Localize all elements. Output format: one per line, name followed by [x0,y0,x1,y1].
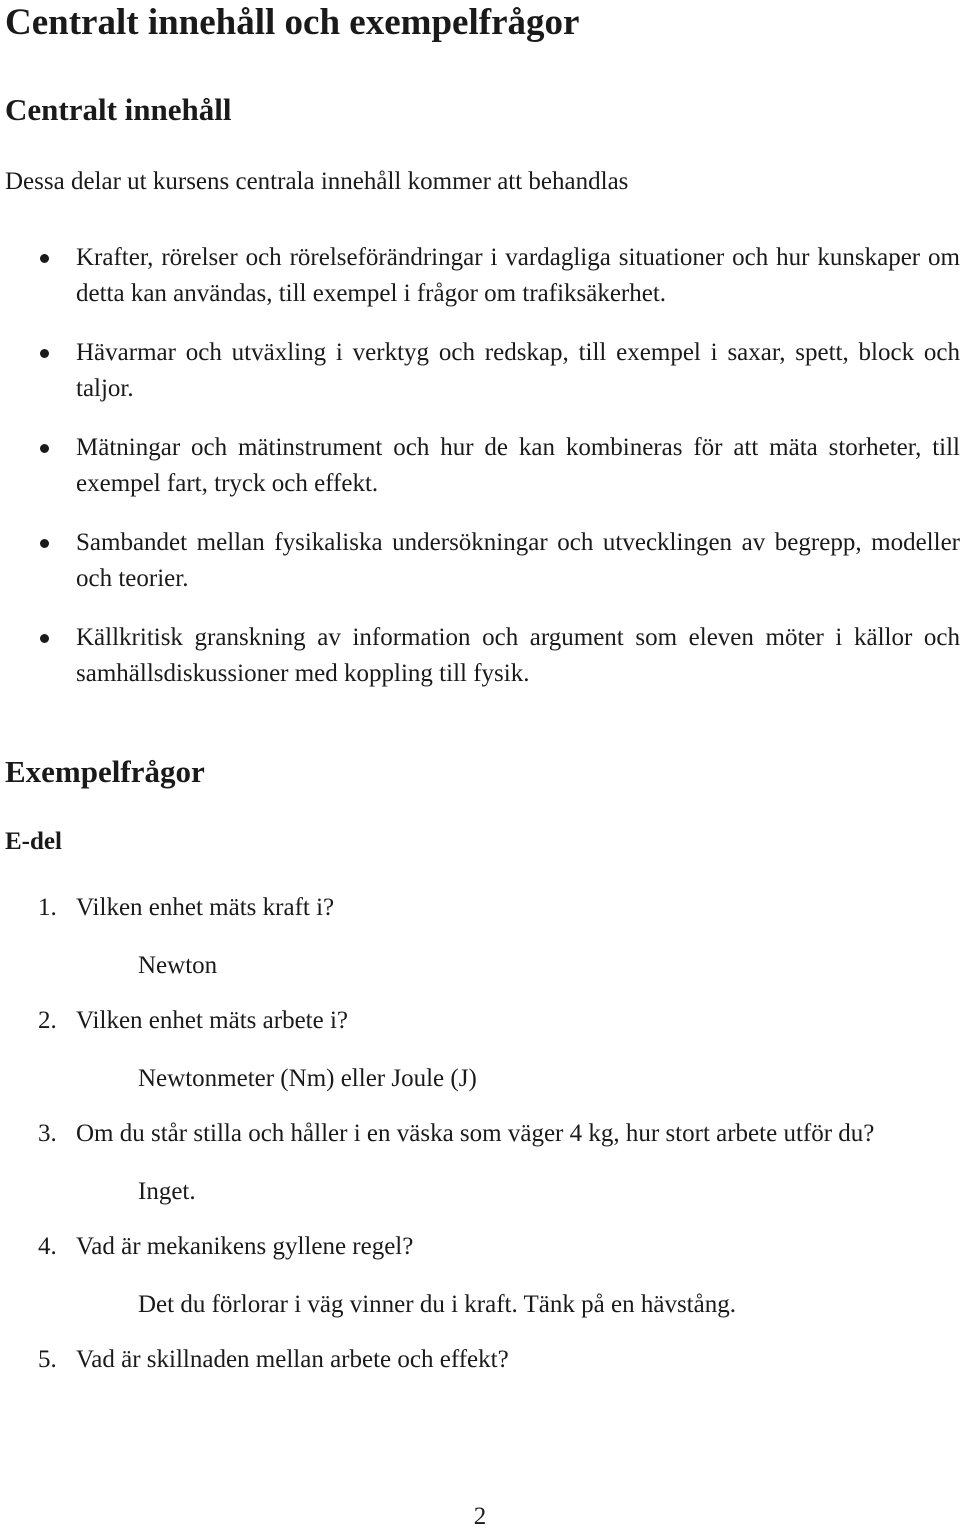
bullet-text: Källkritisk granskning av information och argument som eleven möter i källor och samhällsdiskussioner med koppling till fysik. [76,624,960,687]
section-heading-examples: Exempelfrågor [5,754,205,789]
question-number: 3. [38,1120,57,1147]
page-title: Centralt innehåll och exempelfrågor [5,2,580,43]
question-text: Vad är mekanikens gyllene regel? [76,1233,414,1260]
section-intro: Dessa delar ut kursens centrala innehåll kommer att behandlas [5,168,629,195]
answer-text: Det du förlorar i väg vinner du i kraft. Tänk på en hävstång. [138,1291,736,1318]
bullet-icon [40,349,49,358]
bullet-icon [40,444,49,453]
question-number: 4. [38,1233,57,1260]
page-number: 2 [473,1503,487,1530]
list-item [0,335,960,407]
question-number: 5. [38,1346,57,1373]
list-item [0,430,960,502]
list-item [0,890,960,984]
bullet-icon [40,539,49,548]
bullet-text: Krafter, rörelser och rörelseförändringar i vardagliga situationer och hur kunskaper om detta kan användas, till exempel i frågor om trafiksäkerhet. [76,244,960,307]
list-item [0,525,960,597]
list-item [0,1229,960,1323]
question-number: 1. [38,894,57,921]
question-text: Vilken enhet mäts kraft i? [76,894,335,921]
question-list [0,890,960,1397]
bullet-text: Hävarmar och utväxling i verktyg och redskap, till exempel i saxar, spett, block och taljor. [76,339,960,402]
list-item [0,620,960,692]
list-item [0,1003,960,1097]
question-text: Om du står stilla och håller i en väska som väger 4 kg, hur stort arbete utför du? [76,1120,875,1147]
list-item [0,1342,960,1378]
list-item [0,1116,960,1210]
answer-text: Newtonmeter (Nm) eller Joule (J) [138,1065,477,1092]
content-bullet-list [0,240,960,715]
list-item [0,240,960,312]
answer-text: Newton [138,952,218,979]
subsection-heading-e-del: E-del [5,828,62,855]
bullet-text: Sambandet mellan fysikaliska undersökningar och utvecklingen av begrepp, modeller och teorier. [76,529,960,592]
question-number: 2. [38,1007,57,1034]
question-text: Vilken enhet mäts arbete i? [76,1007,348,1034]
question-text: Vad är skillnaden mellan arbete och effekt? [76,1346,509,1373]
answer-text: Inget. [138,1178,196,1205]
section-heading-content: Centralt innehåll [5,92,232,127]
bullet-text: Mätningar och mätinstrument och hur de kan kombineras för att mäta storheter, till exempel fart, tryck och effekt. [76,434,960,497]
bullet-icon [40,634,49,643]
bullet-icon [40,254,49,263]
